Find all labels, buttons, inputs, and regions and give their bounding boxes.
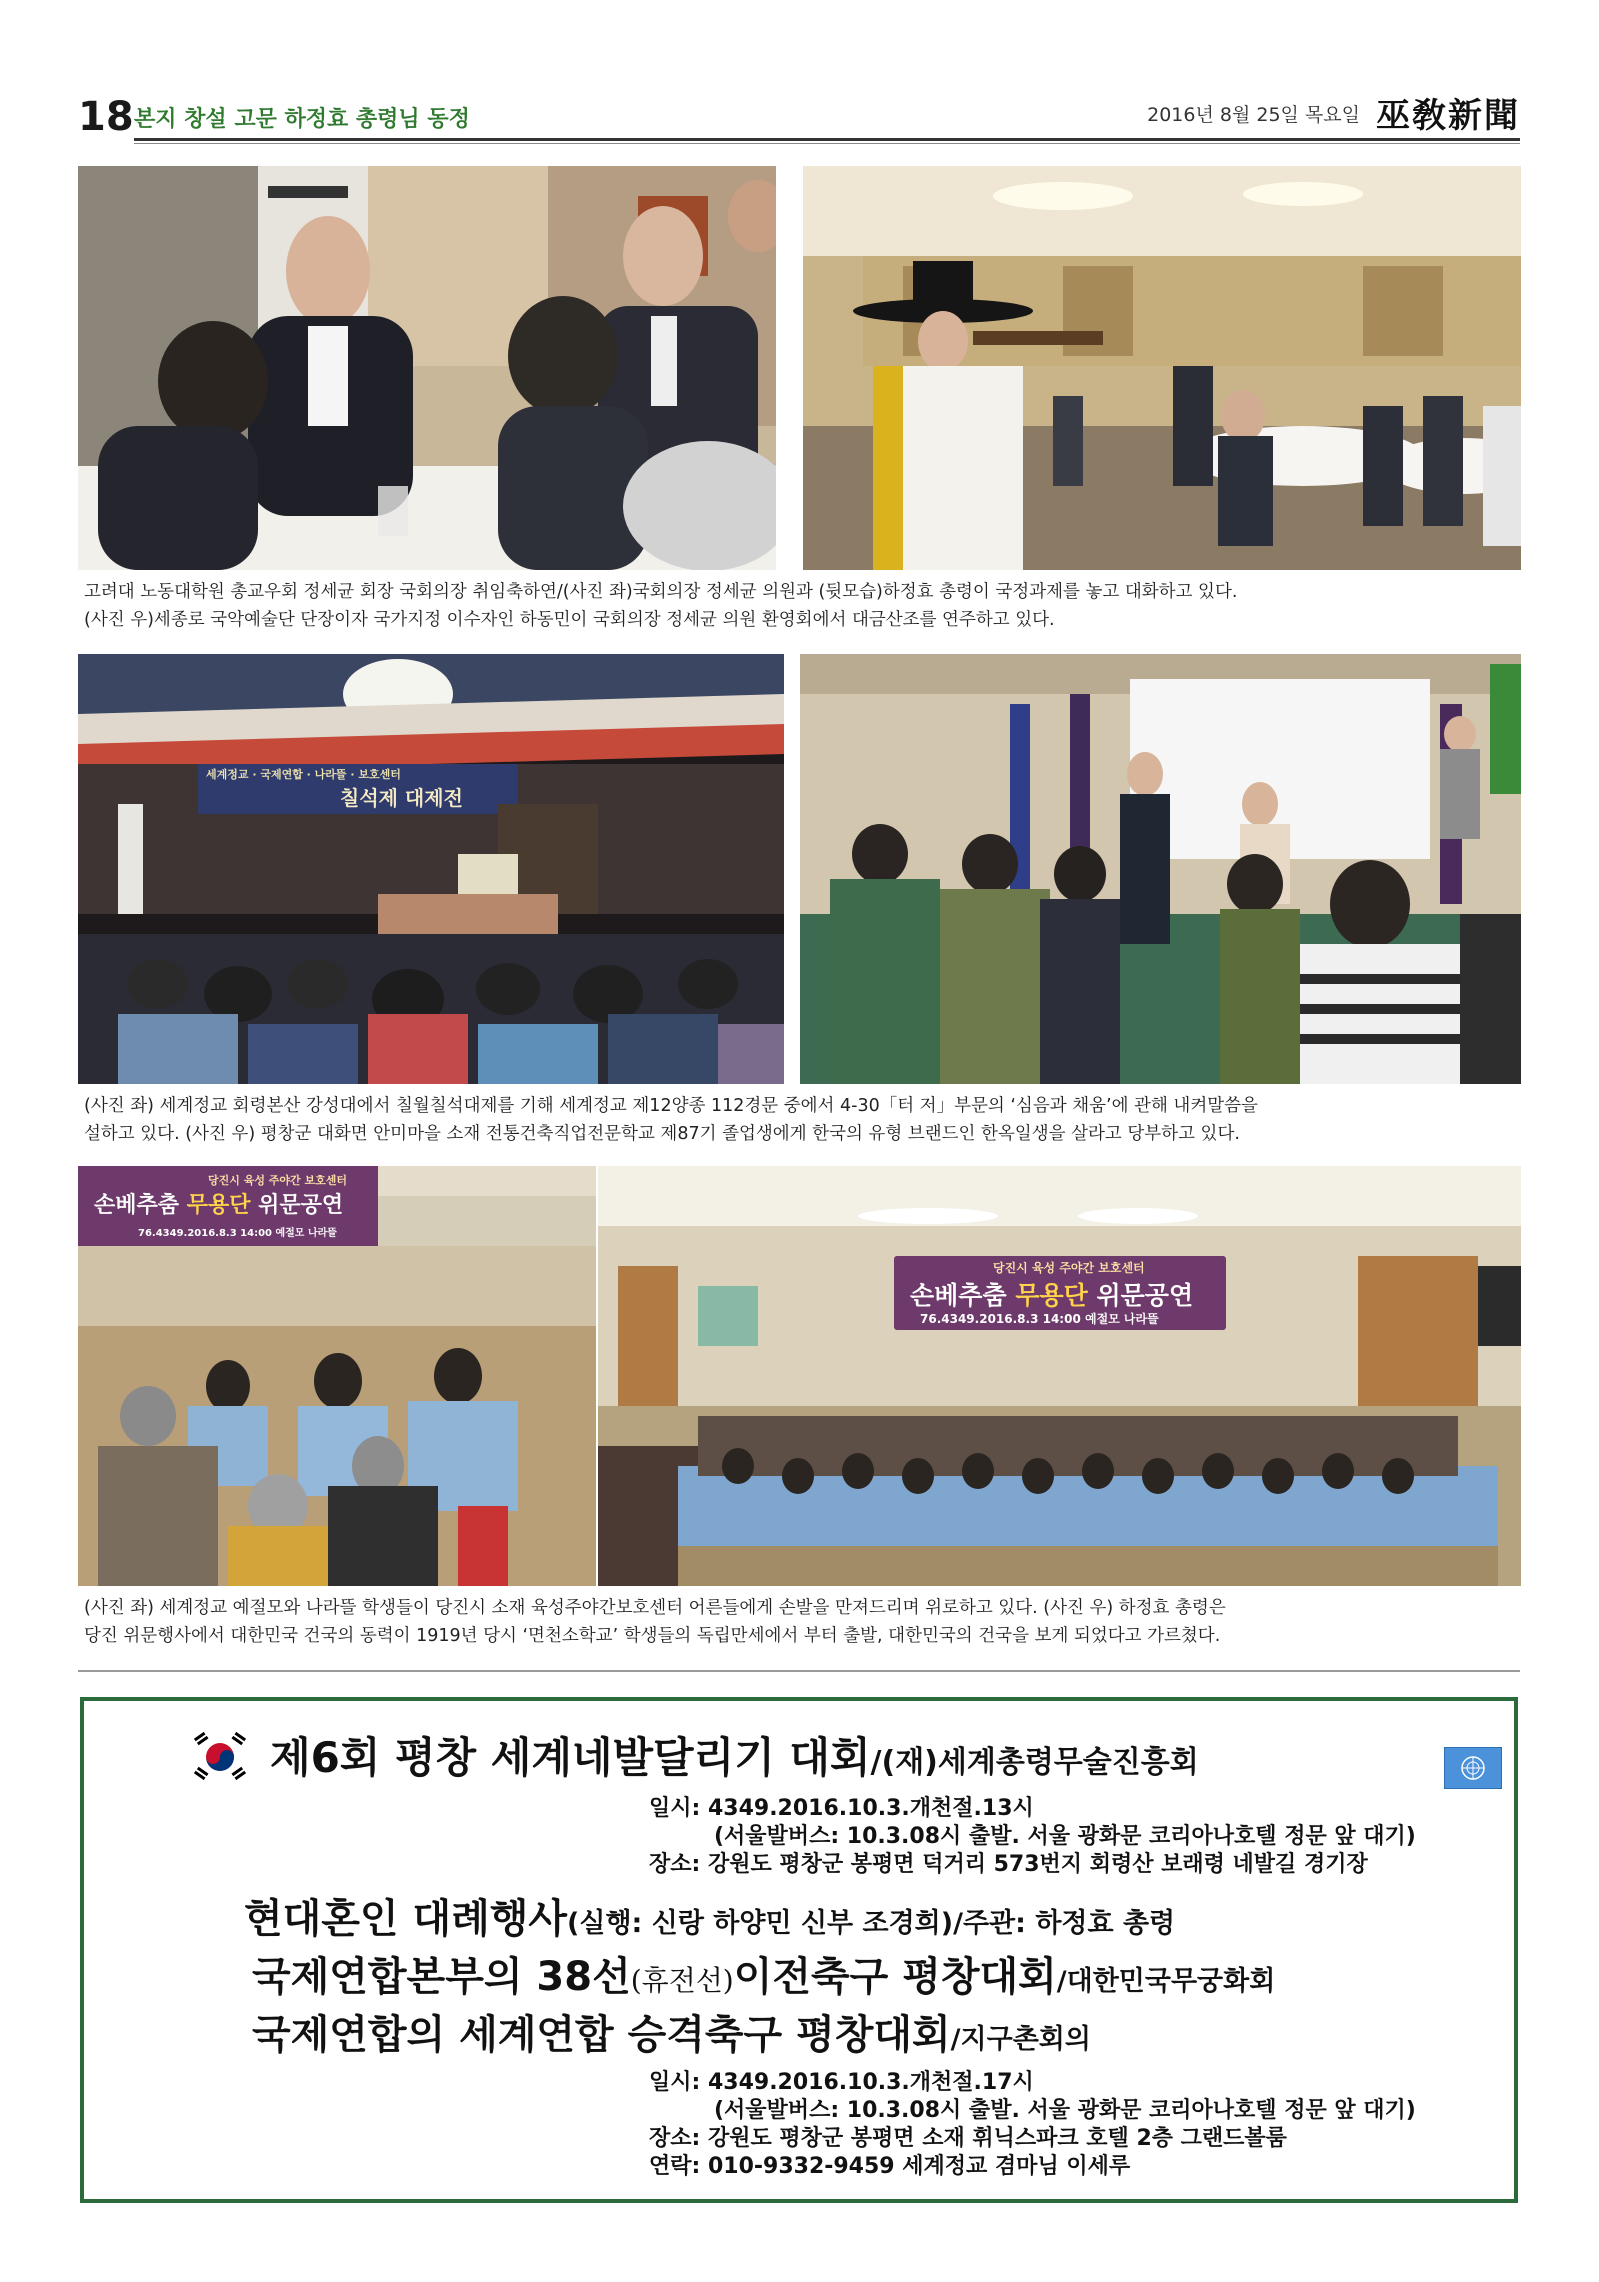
photo-hanok-graduation (800, 654, 1521, 1084)
photo-hand-massage (78, 1166, 596, 1586)
caption-row-1 (84, 578, 1237, 634)
issue-date: 2016년 8월 25일 목요일 (1147, 104, 1360, 126)
photo-group-visit (598, 1166, 1521, 1586)
photo-festival-ceremony (78, 654, 784, 1084)
caption-line: (사진 우)세종로 국악예술단 단장이자 국가지정 이수자인 하동민이 국회의장 정세균 의원 환영회에서 대금산조를 연주하고 있다. (84, 610, 1055, 630)
caption-line: (사진 좌) 세계정교 회령본산 강성대에서 칠월칠석대제를 기해 세계정교 제12양종 112경문 중에서 4-30「터 저」부문의 ‘심음과 채움’에 관해 내켜말씀을 (84, 1096, 1258, 1116)
caption-row-3 (84, 1594, 1226, 1650)
caption-line: 설하고 있다. (사진 우) 평창군 대화면 안미마을 소재 전통건축직업전문학교 제87기 졸업생에게 한국의 유형 브랜드인 한옥일생을 살라고 당부하고 있다. (84, 1124, 1240, 1144)
event-advertisement (80, 1697, 1518, 2203)
ad-title: 제6회 평창 세계네발달리기 대회/(재)세계총령무술진흥회 (270, 1733, 1199, 1782)
festival-banner-small: 세계정교 · 국제연합 · 나라뜰 · 보호센터 (206, 768, 401, 781)
visit-banner-main-left: 손베추춤 무용단 위문공연 (94, 1193, 344, 1218)
caption-row-2 (84, 1092, 1258, 1148)
taegukgi-icon (192, 1729, 248, 1785)
ad-title-row (192, 1719, 1412, 1789)
event2-place: 장소: 강원도 평창군 봉평면 소재 휘닉스파크 호텔 2층 그랜드볼룸 (649, 2126, 1287, 2151)
event2-contact: 연락: 010-9332-9459 세계정교 겸마님 이세루 (649, 2154, 1131, 2179)
caption-line: 고려대 노동대학원 총교우회 정세균 회장 국회의장 취임축하연/(사진 좌)국회의장 정세균 의원과 (뒷모습)하정효 총령이 국정과제를 놓고 대화하고 있다. (84, 582, 1238, 602)
visit-banner-top-left: 당진시 육성 주야간 보호센터 (208, 1174, 347, 1187)
event1-bus: (서울발버스: 10.3.08시 출발. 서울 광화문 코리아나호텔 정문 앞 대기) (714, 1824, 1416, 1849)
visit-banner-date-left: 76.4349.2016.8.3 14:00 예절모 나라뜰 (138, 1228, 337, 1239)
photo-daegeum-performance (803, 166, 1521, 570)
event1-date: 일시: 4349.2016.10.3.개천절.13시 (649, 1796, 1034, 1821)
newspaper-logo: 巫敎新聞 (1376, 96, 1520, 136)
event2-bus: (서울발버스: 10.3.08시 출발. 서울 광화문 코리아나호텔 정문 앞 대기) (714, 2098, 1416, 2123)
section-title: 본지 창설 고문 하정효 총령님 동정 (134, 107, 470, 132)
page-header (78, 88, 1520, 140)
photo-dinner-conversation (78, 166, 776, 570)
page-number: 18 (78, 94, 134, 140)
header-rule-thin (134, 143, 1520, 144)
wedding-event: 현대혼인 대례행사(실행: 신랑 하양민 신부 조경희)/주관: 하정효 총령 (244, 1896, 1176, 1942)
soccer-event-1: 국제연합본부의 38선(휴전선)이전축구 평창대회/대한민국무궁화회 (252, 1954, 1276, 2000)
caption-line: 당진 위문행사에서 대한민국 건국의 동력이 1919년 당시 ‘면천소학교’ 학생들의 독립만세에서 부터 출발, 대한민국의 건국을 보게 되었다고 가르쳤다. (84, 1626, 1221, 1646)
section-divider (78, 1670, 1520, 1672)
soccer-event-2: 국제연합의 세계연합 승격축구 평창대회/지구촌회의 (252, 2012, 1091, 2058)
visit-banner-date: 76.4349.2016.8.3 14:00 예절모 나라뜰 (920, 1312, 1159, 1326)
visit-banner-top: 당진시 육성 주야간 보호센터 (993, 1261, 1145, 1275)
visit-banner-main: 손베추춤 무용단 위문공연 (910, 1281, 1194, 1310)
event2-date: 일시: 4349.2016.10.3.개천절.17시 (649, 2070, 1034, 2095)
festival-banner: 칠석제 대제전 (340, 786, 463, 810)
caption-line: (사진 좌) 세계정교 예절모와 나라뜰 학생들이 당진시 소재 육성주야간보호센터 어른들에게 손발을 만져드리며 위로하고 있다. (사진 우) 하정효 총령은 (84, 1598, 1226, 1618)
header-rule (134, 138, 1520, 141)
un-flag-icon (1444, 1747, 1502, 1789)
event1-place: 장소: 강원도 평창군 봉평면 덕거리 573번지 회령산 보래령 네발길 경기장 (649, 1852, 1368, 1877)
